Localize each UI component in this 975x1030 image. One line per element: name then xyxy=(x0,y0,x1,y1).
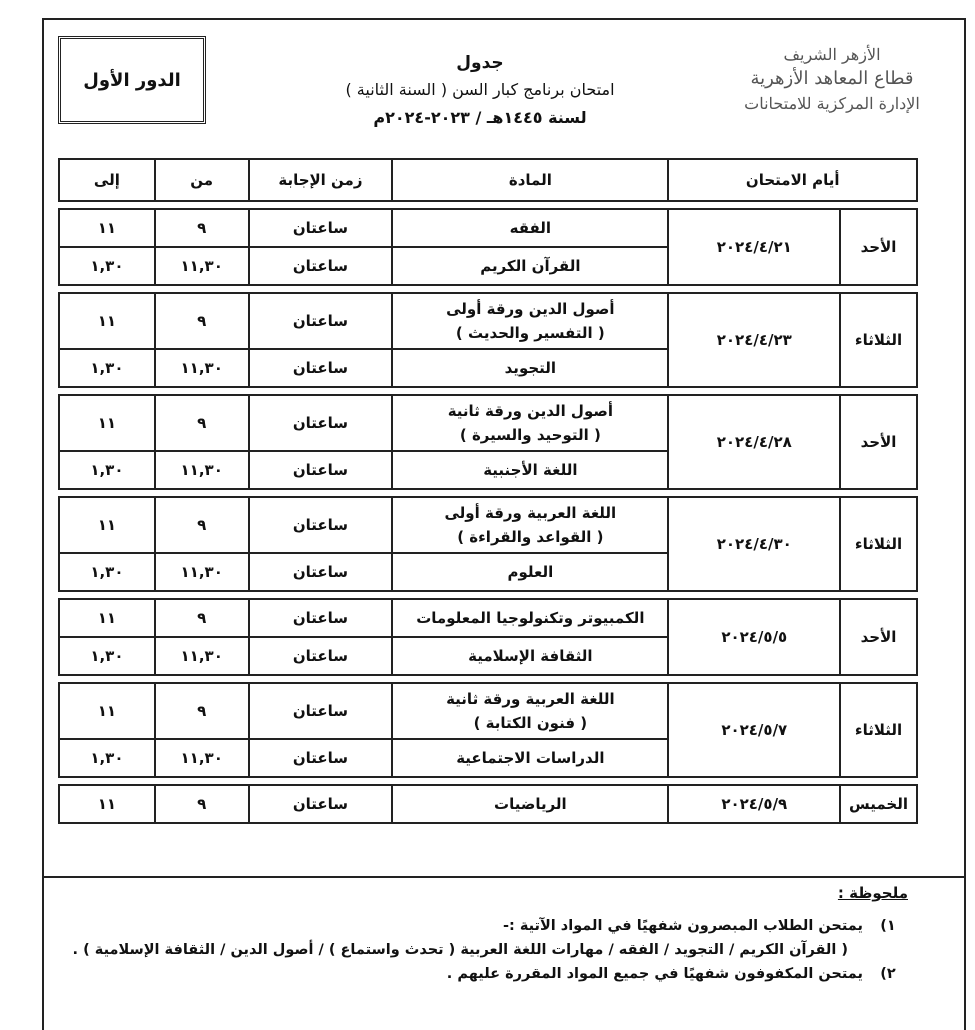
header-to: إلى xyxy=(59,159,155,201)
end-time-cell: ١١ xyxy=(59,209,155,247)
program-subtitle: امتحان برنامج كبار السن ( السنة الثانية ) xyxy=(345,80,615,99)
subject-name: الرياضيات xyxy=(494,795,567,813)
duration-cell: ساعتان xyxy=(249,637,393,675)
exam-date-cell: ٢٠٢٤/٤/٢١ xyxy=(668,209,840,285)
start-time-cell: ١١,٣٠ xyxy=(155,451,249,489)
start-time-cell: ٩ xyxy=(155,395,249,451)
duration-cell: ساعتان xyxy=(249,349,393,387)
subject-name: الكمبيوتر وتكنولوجيا المعلومات xyxy=(416,609,645,627)
subject-name: الثقافة الإسلامية xyxy=(468,647,593,665)
subject-cell xyxy=(392,739,668,777)
exam-date-cell: ٢٠٢٤/٥/٥ xyxy=(668,599,840,675)
duration-cell: ساعتان xyxy=(249,497,393,553)
subject-name: الدراسات الاجتماعية xyxy=(456,749,605,767)
subject-name: التجويد xyxy=(504,359,557,377)
start-time-cell: ٩ xyxy=(155,497,249,553)
spacer-row xyxy=(59,675,917,683)
end-time-cell: ١,٣٠ xyxy=(59,637,155,675)
start-time-cell: ٩ xyxy=(155,683,249,739)
exam-day-cell: الأحد xyxy=(840,395,917,489)
subject-cell xyxy=(392,293,668,349)
schedule-title: جدول xyxy=(456,53,504,73)
academic-year: لسنة ١٤٤٥هـ / ٢٠٢٣-٢٠٢٤م xyxy=(373,108,587,127)
end-time-cell: ١,٣٠ xyxy=(59,349,155,387)
start-time-cell: ٩ xyxy=(155,209,249,247)
table-row xyxy=(59,599,917,637)
spacer-cell xyxy=(59,591,917,599)
duration-cell: ساعتان xyxy=(249,599,393,637)
notes-section xyxy=(60,884,908,986)
duration-cell: ساعتان xyxy=(249,247,393,285)
duration-cell: ساعتان xyxy=(249,739,393,777)
duration-cell: ساعتان xyxy=(249,395,393,451)
exam-day-cell: الثلاثاء xyxy=(840,683,917,777)
spacer-row xyxy=(59,201,917,209)
subject-cell xyxy=(392,683,668,739)
table-row xyxy=(59,293,917,349)
exam-day-cell: الثلاثاء xyxy=(840,293,917,387)
note-item xyxy=(60,938,908,962)
title-block xyxy=(290,50,670,132)
spacer-row xyxy=(59,285,917,293)
exam-date-cell: ٢٠٢٤/٥/٩ xyxy=(668,785,840,823)
end-time-cell: ١١ xyxy=(59,395,155,451)
table-row xyxy=(59,785,917,823)
spacer-cell xyxy=(59,489,917,497)
start-time-cell: ١١,٣٠ xyxy=(155,247,249,285)
table-row xyxy=(59,395,917,451)
note-item xyxy=(60,914,908,938)
duration-cell: ساعتان xyxy=(249,785,393,823)
duration-cell: ساعتان xyxy=(249,293,393,349)
subject-name: أصول الدين ورقة ثانية xyxy=(447,402,613,420)
spacer-cell xyxy=(59,201,917,209)
spacer-row xyxy=(59,591,917,599)
end-time-cell: ١١ xyxy=(59,293,155,349)
subject-detail: ( القواعد والقراءة ) xyxy=(457,528,604,546)
table-row xyxy=(59,683,917,739)
start-time-cell: ١١,٣٠ xyxy=(155,637,249,675)
exam-date-cell: ٢٠٢٤/٤/٣٠ xyxy=(668,497,840,591)
exam-date-cell: ٢٠٢٤/٤/٢٨ xyxy=(668,395,840,489)
subject-cell xyxy=(392,209,668,247)
start-time-cell: ١١,٣٠ xyxy=(155,553,249,591)
subject-name: القرآن الكريم xyxy=(480,257,581,275)
table-row xyxy=(59,209,917,247)
note-number: ١) xyxy=(880,918,896,934)
spacer-row xyxy=(59,387,917,395)
exam-schedule-table xyxy=(58,158,918,824)
start-time-cell: ٩ xyxy=(155,599,249,637)
exam-day-cell: الثلاثاء xyxy=(840,497,917,591)
end-time-cell: ١,٣٠ xyxy=(59,739,155,777)
subject-cell xyxy=(392,553,668,591)
subject-name: الفقه xyxy=(509,219,552,237)
subject-name: اللغة العربية ورقة ثانية xyxy=(446,690,615,708)
subject-cell xyxy=(392,785,668,823)
end-time-cell: ١١ xyxy=(59,785,155,823)
end-time-cell: ١,٣٠ xyxy=(59,553,155,591)
exam-round-box xyxy=(58,36,206,124)
duration-cell: ساعتان xyxy=(249,553,393,591)
subject-cell xyxy=(392,451,668,489)
note-text: ( القرآن الكريم / التجويد / الفقه / مهارات اللغة العربية ( تحدث واستماع ) / أصول الدين / الثقافة الإسلامية ) . xyxy=(72,942,848,958)
table-row xyxy=(59,497,917,553)
spacer-row xyxy=(59,489,917,497)
spacer-row xyxy=(59,777,917,785)
subject-detail: ( التفسير والحديث ) xyxy=(455,324,605,342)
exam-day-cell: الخميس xyxy=(840,785,917,823)
org-name-line2: قطاع المعاهد الأزهرية xyxy=(750,68,914,89)
duration-cell: ساعتان xyxy=(249,451,393,489)
spacer-cell xyxy=(59,387,917,395)
note-text: يمتحن المكفوفون شفهيًا في جميع المواد المقررة عليهم . xyxy=(446,966,863,982)
spacer-cell xyxy=(59,675,917,683)
exam-day-cell: الأحد xyxy=(840,209,917,285)
table-bottom-divider xyxy=(42,876,964,878)
subject-cell xyxy=(392,599,668,637)
end-time-cell: ١,٣٠ xyxy=(59,247,155,285)
end-time-cell: ١١ xyxy=(59,599,155,637)
end-time-cell: ١,٣٠ xyxy=(59,451,155,489)
note-item xyxy=(60,962,908,986)
header-exam-days: أيام الامتحان xyxy=(668,159,917,201)
start-time-cell: ١١,٣٠ xyxy=(155,349,249,387)
subject-cell xyxy=(392,395,668,451)
notes-heading: ملحوظة : xyxy=(837,884,908,902)
exam-day-cell: الأحد xyxy=(840,599,917,675)
org-name-line3: الإدارة المركزية للامتحانات xyxy=(744,94,920,113)
subject-cell xyxy=(392,637,668,675)
subject-cell xyxy=(392,349,668,387)
subject-cell xyxy=(392,247,668,285)
start-time-cell: ١١,٣٠ xyxy=(155,739,249,777)
exam-date-cell: ٢٠٢٤/٥/٧ xyxy=(668,683,840,777)
table-header-row xyxy=(59,159,917,201)
header-subject: المادة xyxy=(392,159,668,201)
subject-detail: ( التوحيد والسيرة ) xyxy=(459,426,601,444)
header-from: من xyxy=(155,159,249,201)
end-time-cell: ١١ xyxy=(59,497,155,553)
duration-cell: ساعتان xyxy=(249,683,393,739)
subject-name: اللغة العربية ورقة أولى xyxy=(444,504,617,522)
org-name-line1: الأزهر الشريف xyxy=(783,45,881,64)
start-time-cell: ٩ xyxy=(155,785,249,823)
subject-name: اللغة الأجنبية xyxy=(483,461,578,479)
exam-round-label: الدور الأول xyxy=(83,69,181,91)
subject-name: العلوم xyxy=(507,563,554,581)
subject-name: أصول الدين ورقة أولى xyxy=(446,300,615,318)
header-duration: زمن الإجابة xyxy=(249,159,393,201)
end-time-cell: ١١ xyxy=(59,683,155,739)
exam-date-cell: ٢٠٢٤/٤/٢٣ xyxy=(668,293,840,387)
subject-cell xyxy=(392,497,668,553)
spacer-cell xyxy=(59,777,917,785)
start-time-cell: ٩ xyxy=(155,293,249,349)
duration-cell: ساعتان xyxy=(249,209,393,247)
spacer-cell xyxy=(59,285,917,293)
note-number: ٢) xyxy=(880,966,896,982)
organization-logo xyxy=(712,44,952,116)
note-text: يمتحن الطلاب المبصرون شفهيًا في المواد الآتية :- xyxy=(502,918,863,934)
subject-detail: ( فنون الكتابة ) xyxy=(473,714,588,732)
